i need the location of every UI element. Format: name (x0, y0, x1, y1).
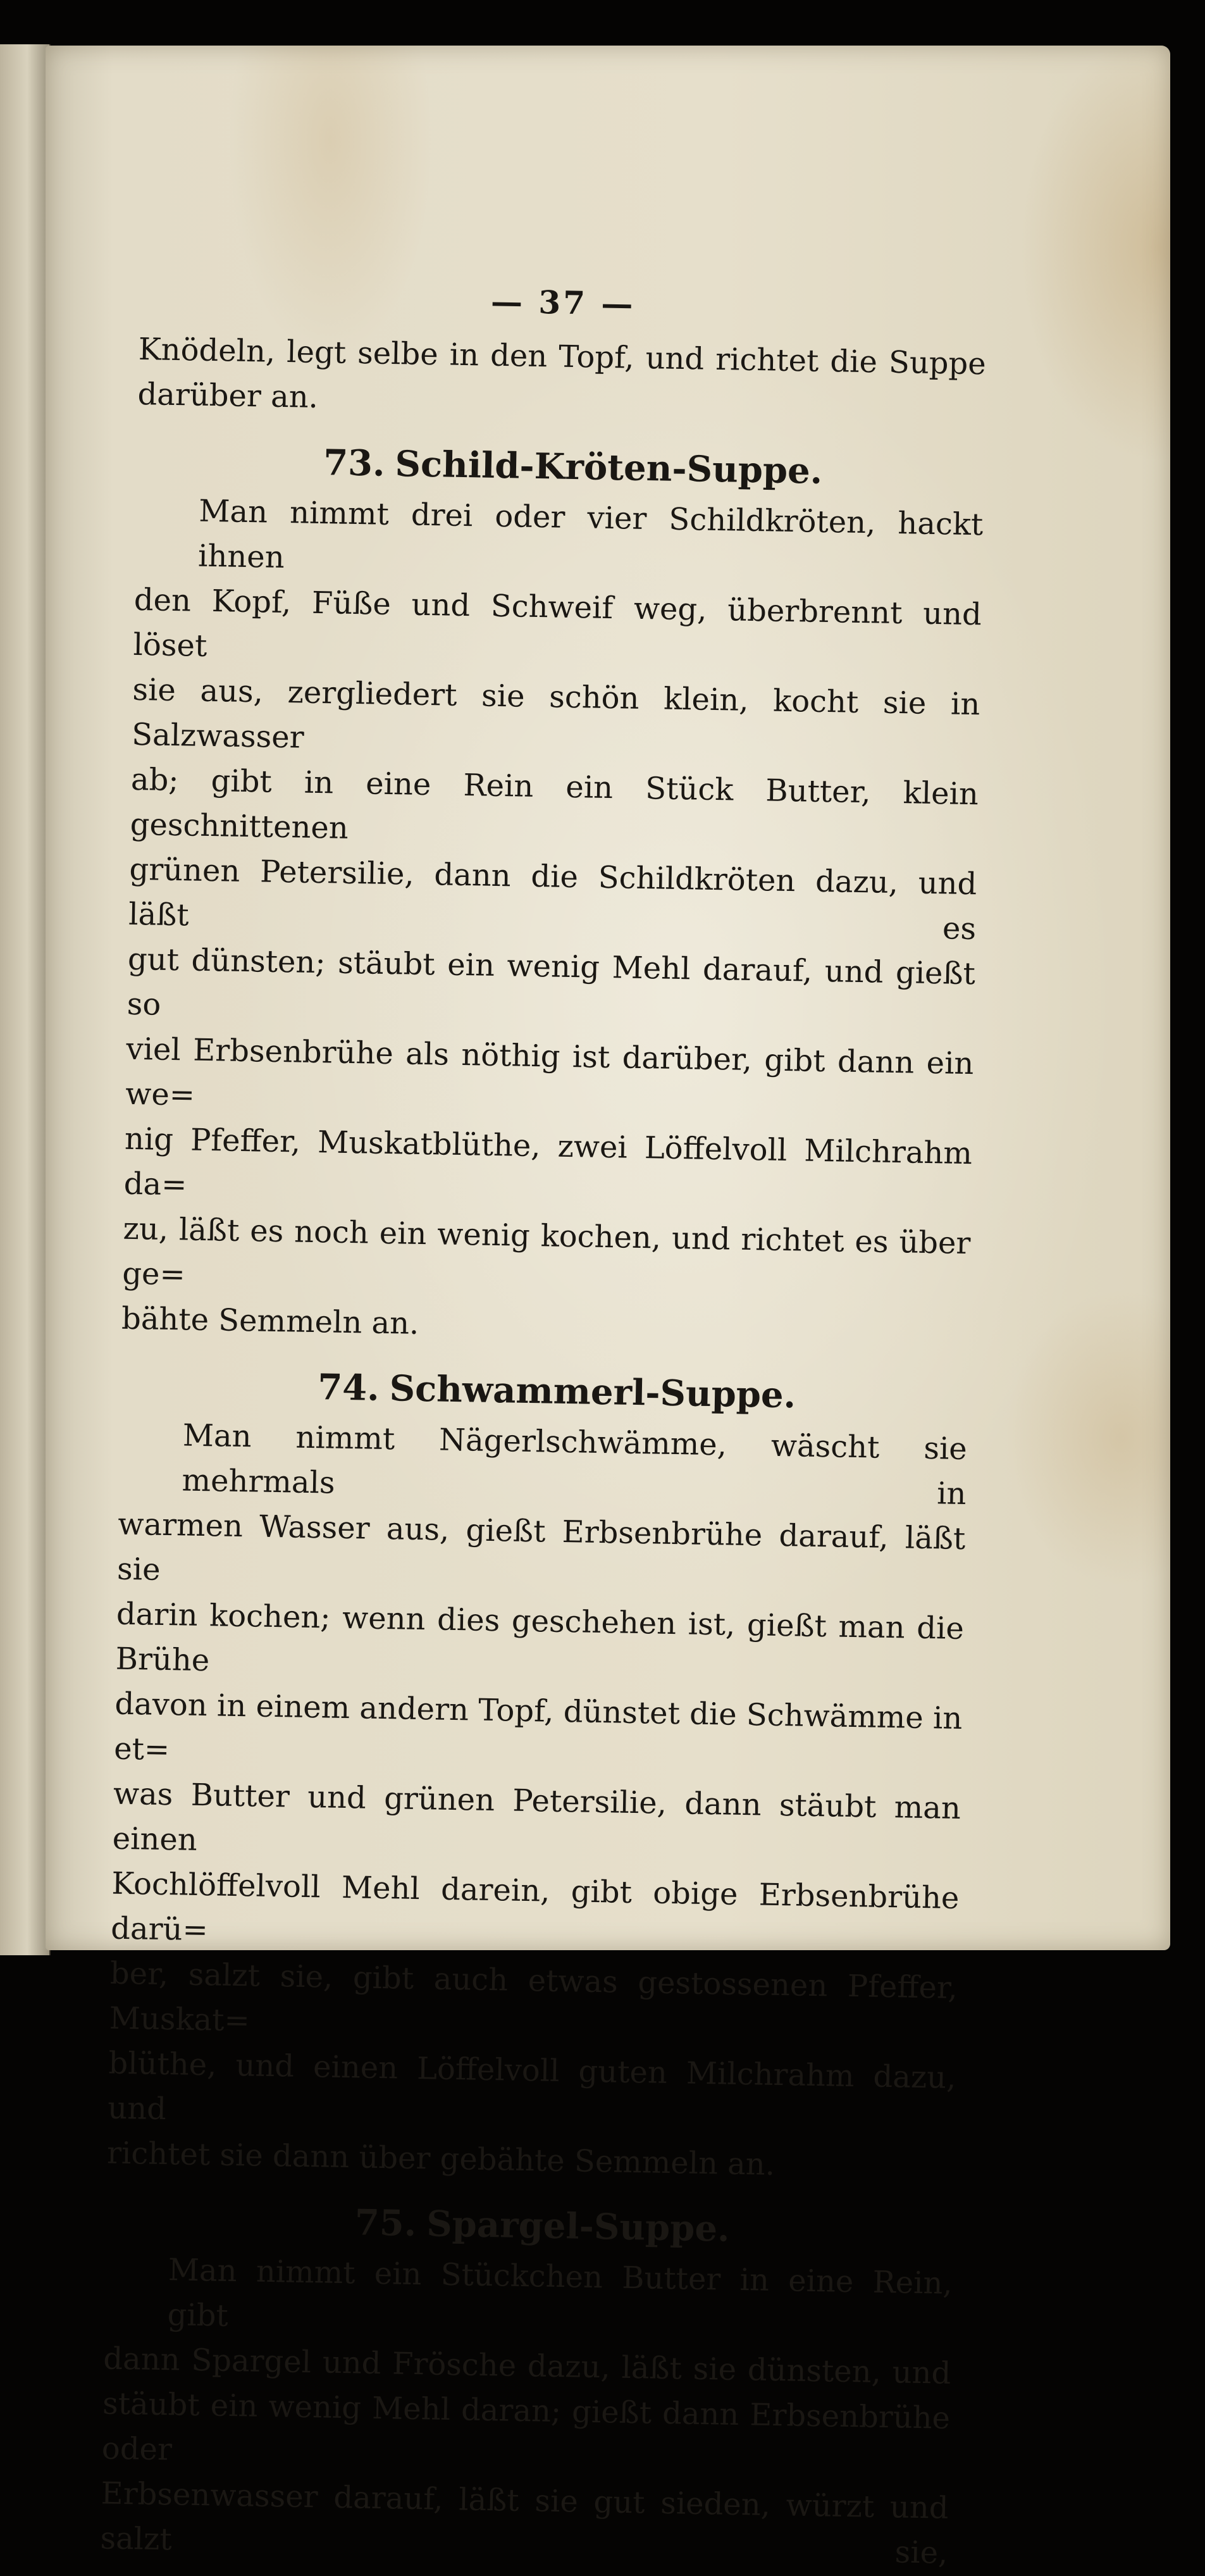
recipe-title: Schwammerl-Suppe. (389, 1367, 796, 1417)
recipe-number: 75. (354, 2201, 417, 2245)
text-line: bähte Semmeln an. (121, 1300, 419, 1341)
facing-page-edge (0, 44, 51, 1955)
text-line: sie aus, zergliedert sie schön klein, kocht sie in Salzwasser (131, 671, 980, 756)
text-line: Erbsenwasser darauf, läßt sie gut sieden, würzt und salzt sie, (99, 2475, 949, 2571)
recipe-text-75 (100, 2247, 953, 2576)
text-line: nig Pfeffer, Muskatblüthe, zwei Löffelvoll Milchrahm da= (123, 1121, 973, 1203)
recipe-text-73 (121, 488, 983, 1356)
text-line: blüthe, und einen Löffelvoll guten Milchrahm dazu, und (107, 2045, 956, 2127)
recipe-number: 73. (323, 442, 386, 485)
text-line: davon in einem andern Topf, dünstet die Schwämme in et= (113, 1686, 963, 1768)
text-line: Knödeln, legt selbe in den Topf, und richtet die Suppe (138, 331, 987, 382)
text-line: warmen Wasser aus, gießt Erbsenbrühe darauf, läßt sie (116, 1506, 966, 1588)
text-line: Man nimmt ein Stückchen Butter in eine Rein, gibt (167, 2252, 953, 2334)
text-line: Man nimmt drei oder vier Schildkröten, hackt ihnen (197, 493, 984, 576)
text-line: Man nimmt Nägerlschwämme, wäscht sie mehrmals in (182, 1417, 968, 1512)
text-line: richtet sie dann über gebähte Semmeln an. (106, 2135, 776, 2182)
text-line: ber, salzt sie, gibt auch etwas gestossenen Pfeffer, Muskat= (109, 1955, 958, 2039)
page-number: — 37 — (490, 282, 636, 323)
recipe-title: Schild-Kröten-Suppe. (395, 443, 823, 492)
text-block (100, 235, 988, 2576)
text-line: was Butter und grünen Petersilie, dann stäubt man einen (112, 1776, 961, 1858)
text-line: dann Spargel und Frösche dazu, läßt sie dünsten, und (102, 2341, 951, 2391)
recipe-number: 74. (317, 1366, 380, 1409)
book-page (46, 46, 1170, 2571)
text-line: stäubt ein wenig Mehl daran; gießt dann Erbsenbrühe oder (101, 2386, 951, 2468)
text-line: zu, läßt es noch ein wenig kochen, und richtet es über ge= (121, 1210, 971, 1293)
recipe-title: Spargel-Suppe. (426, 2203, 731, 2250)
text-line: grünen Petersilie, dann die Schildkröten dazu, und läßt es (128, 851, 977, 947)
text-line: ab; gibt in eine Rein ein Stück Butter, klein geschnittenen (130, 761, 979, 846)
recipe-text-74 (106, 1412, 967, 2191)
text-line: viel Erbsenbrühe als nöthig ist darüber, gibt dann ein we= (125, 1031, 974, 1113)
text-line: darüber an. (137, 376, 319, 415)
text-line: den Kopf, Füße und Schweif weg, überbrennt und löset (133, 582, 982, 664)
text-line: Kochlöffelvoll Mehl darein, gibt obige Erbsenbrühe darü= (110, 1865, 960, 1948)
text-line: darin kochen; wenn dies geschehen ist, gießt man die Brühe (115, 1596, 965, 1679)
continuation-paragraph (137, 327, 986, 432)
text-line: gut dünsten; stäubt ein wenig Mehl darauf, und gießt so (127, 941, 976, 1023)
